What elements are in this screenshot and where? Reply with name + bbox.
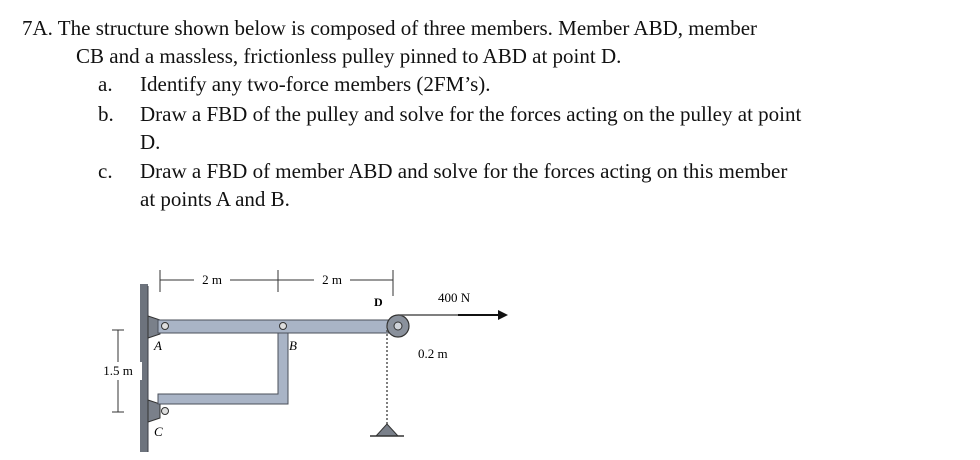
problem-line-1 [22,14,757,42]
dim-label-left: 2 m [202,272,222,287]
part-a-marker: a. [98,72,113,96]
label-c: C [154,424,163,439]
label-d: D [374,295,383,309]
problem-intro-line-2: CB and a massless, frictionless pulley pinned to ABD at point D. [76,44,622,68]
vdim-label: 1.5 m [103,363,133,378]
member-abd [158,320,398,333]
radius-label: 0.2 m [418,346,448,361]
label-a: A [154,338,162,353]
force-arrowhead [498,310,508,320]
structure-diagram [88,236,528,455]
member-cb [158,333,288,404]
structure-figure [88,236,528,455]
part-b-text-2: D. [140,130,161,154]
problem-number: 7A. [22,16,53,40]
part-b-text-1: Draw a FBD of the pulley and solve for the forces acting on the pulley at point [140,102,802,126]
part-c-text-1: Draw a FBD of member ABD and solve for the forces acting on this member [140,159,788,183]
part-a-text-1: Identify any two-force members (2FM’s). [140,72,491,96]
pin-b [280,323,287,330]
ground-support [376,424,398,436]
pulley-hub [394,322,402,330]
pin-a [162,323,169,330]
label-b: B [289,338,297,353]
dim-label-right: 2 m [322,272,342,287]
part-c-marker: c. [98,159,113,183]
part-b-marker: b. [98,102,114,126]
problem-intro-line-1: The structure shown below is composed of three members. Member ABD, member [57,16,758,40]
part-b [98,100,114,128]
part-c [98,157,113,185]
part-c-text-2: at points A and B. [140,187,290,211]
part-a [98,70,113,98]
pin-c [162,408,169,415]
force-label: 400 N [438,290,471,305]
